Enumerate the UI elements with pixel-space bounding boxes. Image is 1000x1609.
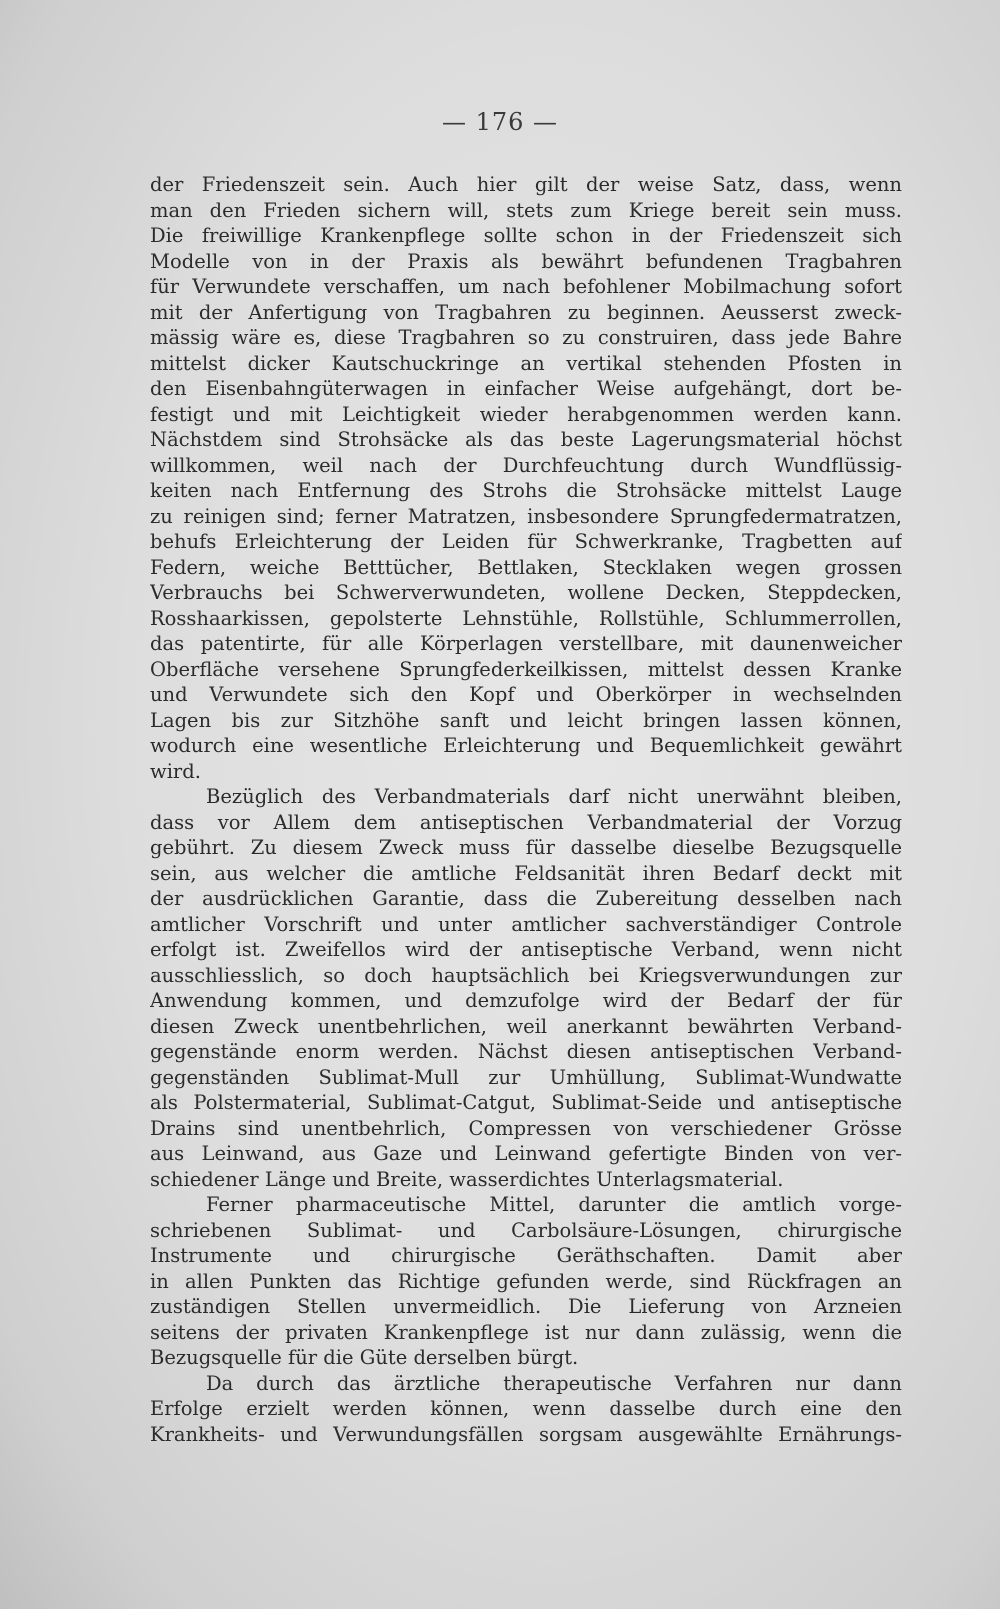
text-line: Drains sind unentbehrlich, Compressen von verschiedener Grösse (150, 1116, 902, 1140)
text-line: schiedener Länge und Breite, wasserdichtes Unterlagsmaterial. (150, 1167, 784, 1191)
text-line: sein, aus welcher die amtliche Feldsanität ihren Bedarf deckt mit (150, 861, 902, 885)
text-line: dass vor Allem dem antiseptischen Verbandmaterial der Vorzug (150, 810, 902, 834)
text-line: aus Leinwand, aus Gaze und Leinwand gefertigte Binden von ver- (150, 1142, 902, 1165)
text-line: Die freiwillige Krankenpflege sollte schon in der Friedenszeit sich (150, 224, 902, 247)
text-line: schriebenen Sublimat- und Carbolsäure-Lösungen, chirurgische (150, 1218, 902, 1242)
text-line: willkommen, weil nach der Durchfeuchtung durch Wundflüssig- (150, 453, 902, 477)
text-line: als Polstermaterial, Sublimat-Catgut, Sublimat-Seide und antiseptische (150, 1091, 902, 1114)
text-line: Oberfläche versehene Sprungfederkeilkissen, mittelst dessen Kranke (150, 657, 902, 681)
body-text (150, 172, 902, 1447)
text-line: Rosshaarkissen, gepolsterte Lehnstühle, Rollstühle, Schlummerrollen, (150, 606, 902, 630)
text-line: den Eisenbahngüterwagen in einfacher Weise aufgehängt, dort be- (150, 377, 902, 400)
text-line: mit der Anfertigung von Tragbahren zu beginnen. Aeusserst zweck- (150, 300, 902, 324)
text-line: Anwendung kommen, und demzufolge wird der Bedarf der für (150, 989, 902, 1012)
text-line: in allen Punkten das Richtige gefunden werde, sind Rückfragen an (150, 1269, 902, 1293)
text-line: mittelst dicker Kautschuckringe an vertikal stehenden Pfosten in (150, 351, 902, 375)
text-line: Da durch das ärztliche therapeutische Verfahren nur dann (206, 1371, 902, 1395)
text-line: Ferner pharmaceutische Mittel, darunter die amtlich vorge- (206, 1193, 902, 1216)
text-line: diesen Zweck unentbehrlichen, weil anerkannt bewährten Verband- (150, 1014, 902, 1038)
text-line: und Verwundete sich den Kopf und Oberkörper in wechselnden (150, 683, 902, 706)
text-line: Lagen bis zur Sitzhöhe sanft und leicht bringen lassen können, (150, 708, 902, 732)
text-line: für Verwundete verschaffen, um nach befohlener Mobilmachung sofort (150, 275, 902, 298)
text-line: Krankheits- und Verwundungsfällen sorgsam ausgewählte Ernährungs- (150, 1422, 902, 1446)
text-line: wodurch eine wesentliche Erleichterung und Bequemlichkeit gewährt (150, 734, 902, 757)
text-line: amtlicher Vorschrift und unter amtlicher sachverständiger Controle (150, 912, 902, 936)
text-line: gebührt. Zu diesem Zweck muss für dasselbe dieselbe Bezugsquelle (150, 836, 902, 859)
text-line: zuständigen Stellen unvermeidlich. Die Lieferung von Arzneien (150, 1295, 902, 1318)
text-line: zu reinigen sind; ferner Matratzen, insbesondere Sprungfedermatratzen, (150, 504, 902, 528)
text-line: gegenstände enorm werden. Nächst diesen antiseptischen Verband- (150, 1040, 902, 1063)
text-line: mässig wäre es, diese Tragbahren so zu construiren, dass jede Bahre (150, 326, 902, 349)
text-line: behufs Erleichterung der Leiden für Schwerkranke, Tragbetten auf (150, 530, 902, 553)
text-line: Bezüglich des Verbandmaterials darf nicht unerwähnt bleiben, (206, 785, 902, 808)
text-line: das patentirte, für alle Körperlagen verstellbare, mit daunenweicher (150, 632, 902, 655)
text-line: Erfolge erzielt werden können, wenn dasselbe durch eine den (150, 1397, 902, 1420)
text-line: Verbrauchs bei Schwerverwundeten, wollene Decken, Steppdecken, (150, 581, 902, 604)
text-line: Modelle von in der Praxis als bewährt befundenen Tragbahren (150, 249, 902, 273)
text-line: wird. (150, 759, 201, 783)
text-line: keiten nach Entfernung des Strohs die Strohsäcke mittelst Lauge (150, 479, 902, 502)
text-line: gegenständen Sublimat-Mull zur Umhüllung, Sublimat-Wundwatte (150, 1065, 902, 1089)
text-line: seitens der privaten Krankenpflege ist nur dann zulässig, wenn die (150, 1320, 902, 1344)
text-line: Nächstdem sind Strohsäcke als das beste Lagerungsmaterial höchst (150, 428, 902, 451)
page-number: — 176 — (441, 108, 559, 136)
text-line: Bezugsquelle für die Güte derselben bürgt. (150, 1346, 579, 1369)
text-line: ausschliesslich, so doch hauptsächlich bei Kriegsverwundungen zur (150, 963, 902, 987)
text-line: der Friedenszeit sein. Auch hier gilt der weise Satz, dass, wenn (150, 173, 902, 196)
text-line: erfolgt ist. Zweifellos wird der antiseptische Verband, wenn nicht (150, 938, 902, 961)
text-line: festigt und mit Leichtigkeit wieder herabgenommen werden kann. (150, 402, 902, 426)
text-line: man den Frieden sichern will, stets zum Kriege bereit sein muss. (150, 198, 902, 222)
text-line: der ausdrücklichen Garantie, dass die Zubereitung desselben nach (150, 887, 902, 910)
text-line: Instrumente und chirurgische Geräthschaften. Damit aber (150, 1244, 902, 1267)
text-line: Federn, weiche Betttücher, Bettlaken, Stecklaken wegen grossen (150, 555, 902, 579)
